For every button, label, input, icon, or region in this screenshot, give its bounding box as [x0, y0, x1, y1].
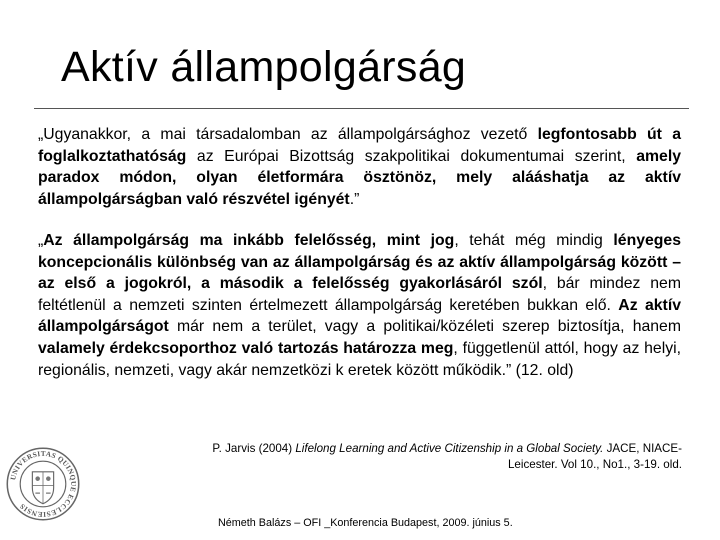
emphasis-text: Az állampolgárság ma inkább felelősség, mint jog [43, 232, 455, 249]
emphasis-text: lényeges koncepcionális különbség van az állampolgárság és az aktív állampolgárság között – az első a jogokról, a második a felelősség gyakorlásáról szól [38, 232, 682, 293]
citation-author: P. Jarvis (2004) [212, 442, 296, 455]
body-text: az Európai Bizottság szakpolitikai dokumentumai szerint, [186, 147, 637, 165]
body-text: már nem a terület, vagy a politikai/közéleti szerep biztosítja, hanem [168, 318, 681, 336]
university-seal-logo [5, 446, 81, 522]
body-text: „ [38, 232, 44, 249]
seal-ring-text: UNIVERSITAS QUINQUE ECCLESIENSIS [9, 449, 78, 519]
citation [212, 441, 682, 473]
body-text: , függetlenül attól, hogy az helyi, regionális, nemzeti, vagy akár nemzetközi k eretek között működik.” (12. old) [38, 339, 681, 379]
quote-paragraph-2 [38, 230, 681, 381]
body-text: „Ugyanakkor, a mai társadalomban az állampolgársághoz vezető [38, 126, 538, 143]
citation-journal: JACE, NIACE-Leicester. Vol 10., No1., 3-19. old. [507, 442, 682, 471]
emphasis-text: legfontosabb út a foglalkoztathatóság [38, 126, 682, 165]
body-text: , tehát még mindig [454, 232, 614, 249]
body-text: .” [349, 190, 360, 208]
emphasis-text: amely paradox módon, olyan életformára ösztönöz, mely alááshatja az aktív állampolgárságban való részvétel igényét [38, 147, 681, 208]
body-text: , bár mindez nem feltétlenül a nemzeti szinten értelmezett állampolgárság keretében bukkan elő. [38, 275, 681, 314]
citation-title: Lifelong Learning and Active Citizenship in a Global Society. [295, 442, 604, 455]
emphasis-text: valamely érdekcsoporthoz való tartozás határozza meg [38, 339, 454, 357]
emphasis-text: Az aktív állampolgárságot [38, 296, 681, 336]
quote-paragraph-1 [38, 124, 681, 210]
footer-text: Németh Balázs – OFI _Konferencia Budapest, 2009. június 5. [218, 517, 513, 529]
slide-title: Aktív állampolgárság [61, 43, 467, 91]
title-divider [34, 108, 689, 109]
